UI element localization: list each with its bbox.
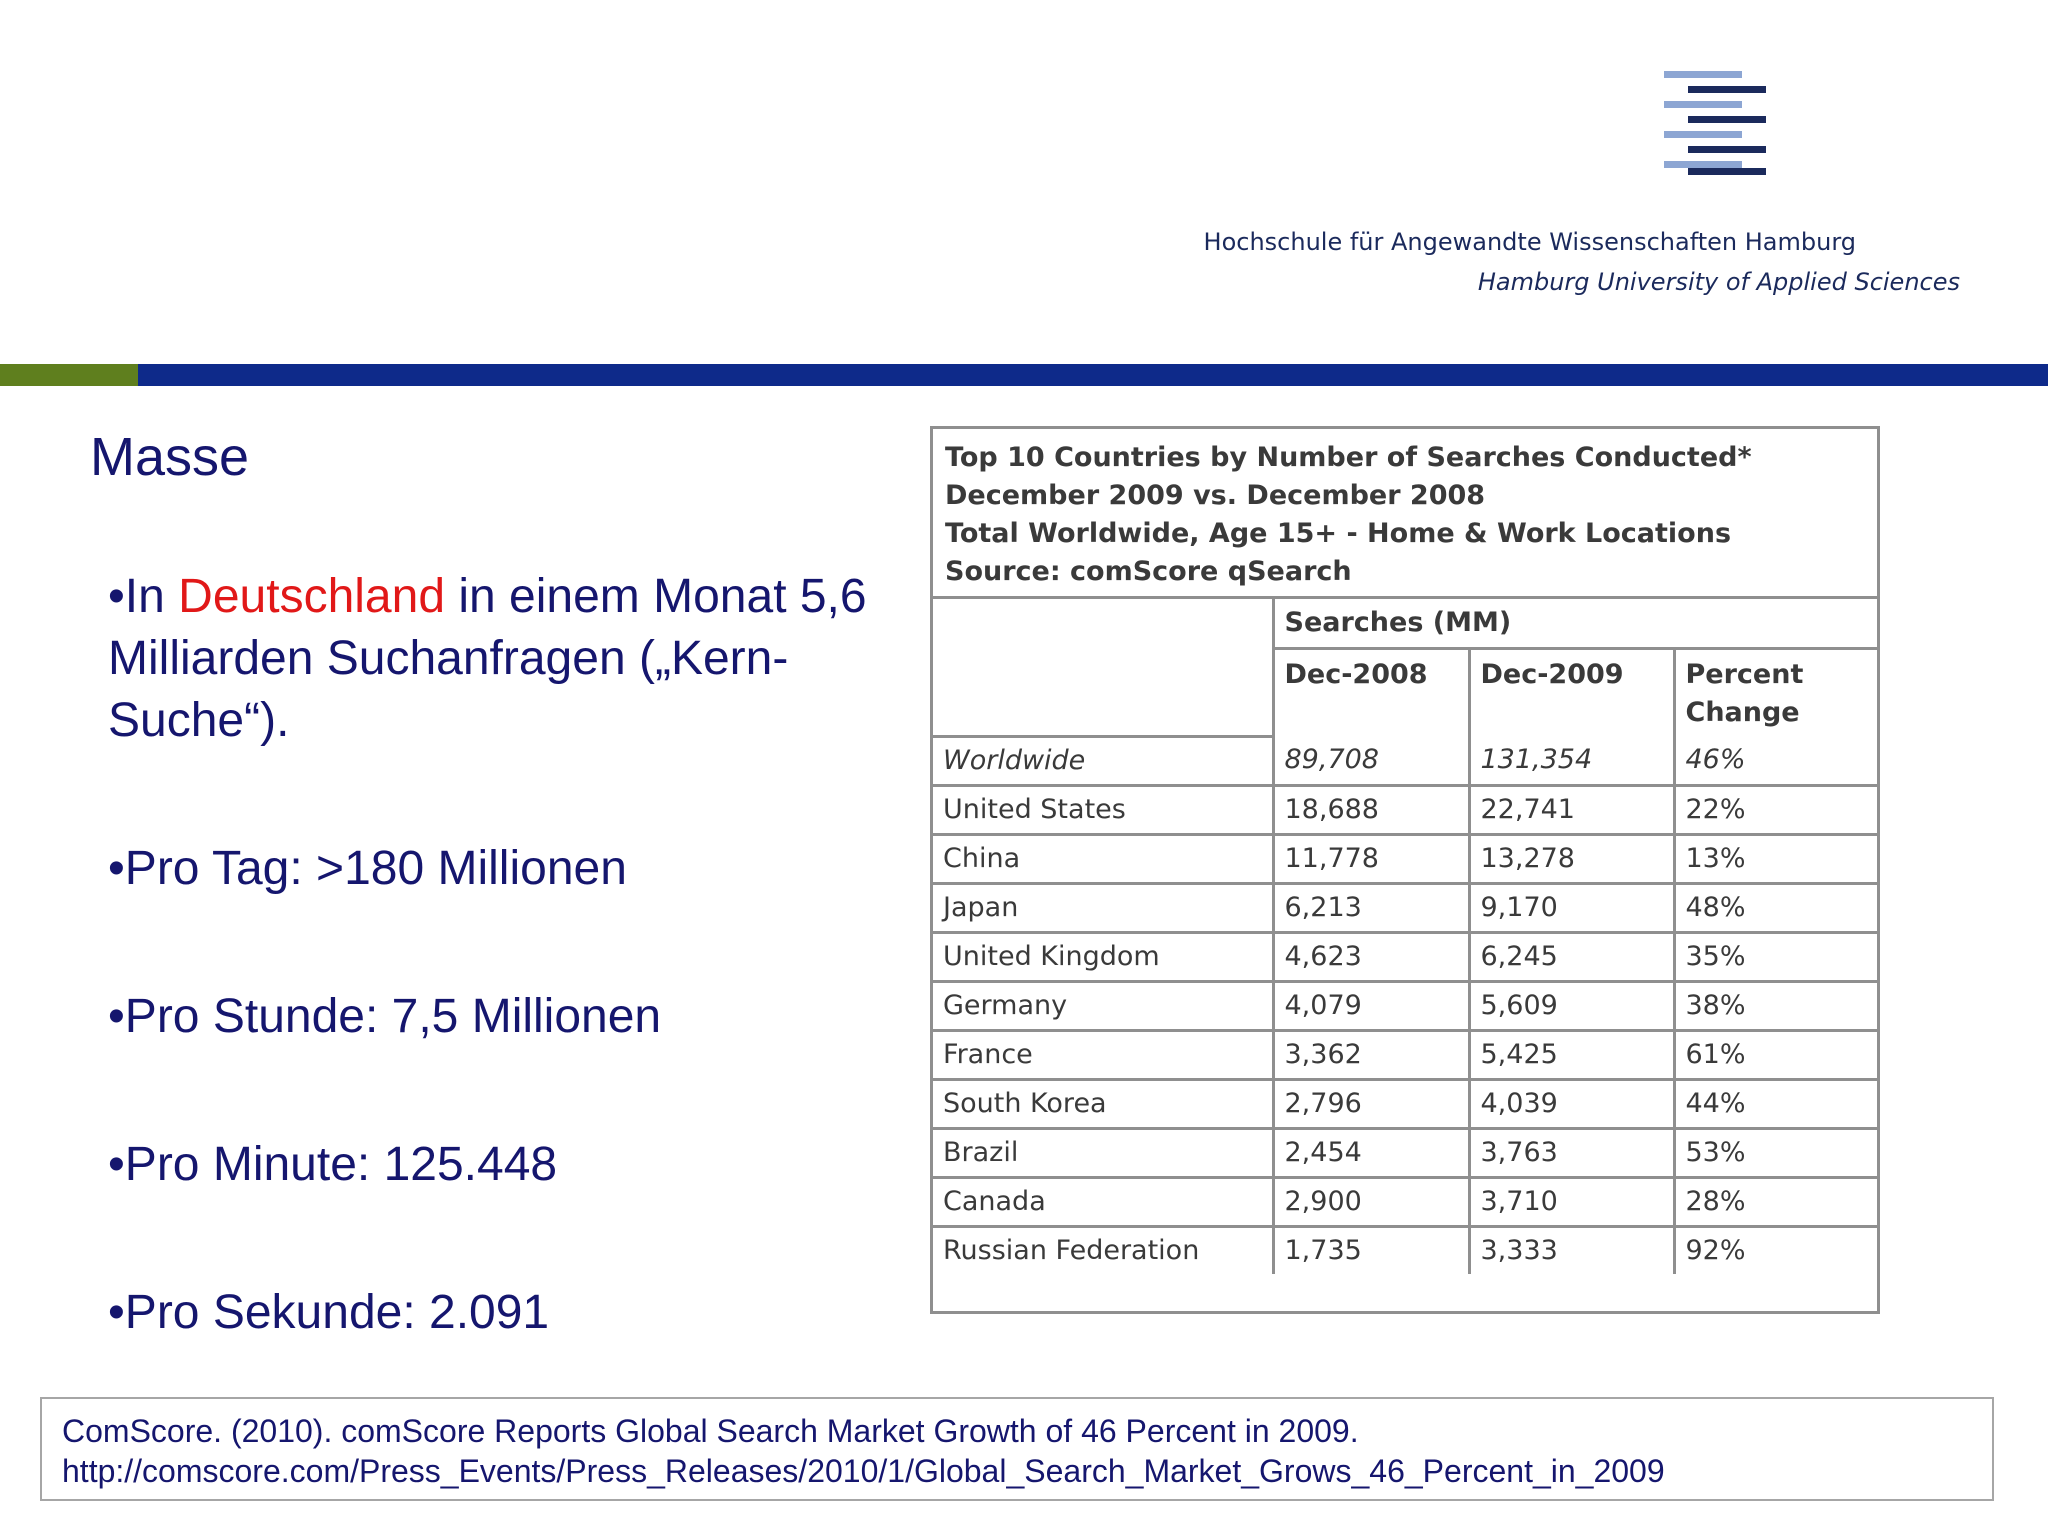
table-row (933, 1177, 1877, 1226)
row-dec-2008-cell: 3,362 (1273, 1030, 1469, 1079)
row-dec-2008-cell: 2,900 (1273, 1177, 1469, 1226)
bullet-prefix: •In (108, 570, 179, 623)
row-country-cell: United Kingdom (933, 932, 1273, 981)
table-group-header-row (933, 599, 1877, 649)
row-dec-2008-cell: 18,688 (1273, 785, 1469, 834)
university-name-english: Hamburg University of Applied Sciences (1477, 268, 1960, 296)
row-percent-change-cell: 61% (1674, 1030, 1877, 1079)
row-percent-change-cell: 35% (1674, 932, 1877, 981)
bullet-item (108, 566, 888, 752)
bullet-item: •Pro Sekunde: 2.091 (108, 1286, 550, 1339)
reference-citation: ComScore. (2010). comScore Reports Global Search Market Growth of 46 Percent in 2009. (62, 1413, 1359, 1449)
row-dec-2009-cell: 5,609 (1469, 981, 1674, 1030)
row-dec-2008-cell: 2,454 (1273, 1128, 1469, 1177)
bullet-item: •Pro Stunde: 7,5 Millionen (108, 990, 662, 1043)
table-caption-line: Total Worldwide, Age 15+ - Home & Work Locations (945, 518, 1732, 549)
row-percent-change-cell: 38% (1674, 981, 1877, 1030)
haw-logo-icon (1660, 68, 1770, 178)
column-header-dec-2008: Dec-2008 (1273, 649, 1469, 737)
row-dec-2009-cell: 22,741 (1469, 785, 1674, 834)
table-row (933, 981, 1877, 1030)
row-dec-2009-cell: 13,278 (1469, 834, 1674, 883)
row-dec-2009-cell: 6,245 (1469, 932, 1674, 981)
row-percent-change-cell: 22% (1674, 785, 1877, 834)
row-dec-2008-cell: 2,796 (1273, 1079, 1469, 1128)
row-dec-2009-cell: 4,039 (1469, 1079, 1674, 1128)
row-dec-2009-cell: 3,763 (1469, 1128, 1674, 1177)
table-row (933, 883, 1877, 932)
row-country-cell: China (933, 834, 1273, 883)
table-row (933, 834, 1877, 883)
row-percent-change-cell: 48% (1674, 883, 1877, 932)
table-grid (933, 599, 1877, 1274)
row-percent-change-cell: 53% (1674, 1128, 1877, 1177)
row-percent-change-cell: 28% (1674, 1177, 1877, 1226)
row-percent-change-cell: 92% (1674, 1226, 1877, 1274)
table-caption-line: Top 10 Countries by Number of Searches Conducted* (945, 442, 1752, 473)
row-country-cell: Worldwide (933, 736, 1273, 785)
searches-table (930, 426, 1880, 1314)
row-dec-2009-cell: 9,170 (1469, 883, 1674, 932)
row-country-cell: Russian Federation (933, 1226, 1273, 1274)
table-row (933, 1030, 1877, 1079)
row-country-cell: Canada (933, 1177, 1273, 1226)
table-group-header: Searches (MM) (1273, 599, 1877, 649)
row-dec-2009-cell: 3,333 (1469, 1226, 1674, 1274)
bullet-list (108, 566, 888, 1344)
row-country-cell: South Korea (933, 1079, 1273, 1128)
row-country-cell: Germany (933, 981, 1273, 1030)
bullet-suffix: in einem Monat 5,6 Milliarden Suchanfragen („Kern-Suche“). (108, 570, 867, 747)
row-dec-2009-cell: 5,425 (1469, 1030, 1674, 1079)
row-dec-2008-cell: 6,213 (1273, 883, 1469, 932)
row-dec-2008-cell: 1,735 (1273, 1226, 1469, 1274)
table-caption (933, 429, 1877, 599)
row-dec-2009-cell: 3,710 (1469, 1177, 1674, 1226)
reference-box (40, 1397, 1994, 1501)
university-name-german: Hochschule für Angewandte Wissenschaften Hamburg (1203, 228, 1856, 256)
row-dec-2009-cell: 131,354 (1469, 736, 1674, 785)
bullet-item: •Pro Minute: 125.448 (108, 1138, 558, 1191)
header-divider-accent (0, 364, 138, 386)
table-row (933, 1226, 1877, 1274)
table-row (933, 1079, 1877, 1128)
table-corner-cell (933, 599, 1273, 736)
bullet-highlight: Deutschland (178, 570, 446, 623)
bullet-item: •Pro Tag: >180 Millionen (108, 842, 627, 895)
slide-title: Masse (90, 427, 250, 487)
row-percent-change-cell: 46% (1674, 736, 1877, 785)
row-country-cell: United States (933, 785, 1273, 834)
table-row (933, 932, 1877, 981)
row-country-cell: Brazil (933, 1128, 1273, 1177)
row-country-cell: Japan (933, 883, 1273, 932)
row-dec-2008-cell: 89,708 (1273, 736, 1469, 785)
table-caption-line: December 2009 vs. December 2008 (945, 480, 1486, 511)
row-dec-2008-cell: 11,778 (1273, 834, 1469, 883)
column-header-dec-2009: Dec-2009 (1469, 649, 1674, 737)
column-header-percent-change: Percent Change (1674, 649, 1877, 737)
row-percent-change-cell: 13% (1674, 834, 1877, 883)
table-row (933, 785, 1877, 834)
row-percent-change-cell: 44% (1674, 1079, 1877, 1128)
table-row (933, 736, 1877, 785)
header-divider-bar (0, 364, 2048, 386)
row-dec-2008-cell: 4,079 (1273, 981, 1469, 1030)
row-country-cell: France (933, 1030, 1273, 1079)
reference-url: http://comscore.com/Press_Events/Press_Releases/2010/1/Global_Search_Market_Grows_46_Percent_in_2009 (62, 1453, 1665, 1489)
table-row (933, 1128, 1877, 1177)
table-caption-line: Source: comScore qSearch (945, 556, 1352, 587)
table-body (933, 736, 1877, 1274)
row-dec-2008-cell: 4,623 (1273, 932, 1469, 981)
